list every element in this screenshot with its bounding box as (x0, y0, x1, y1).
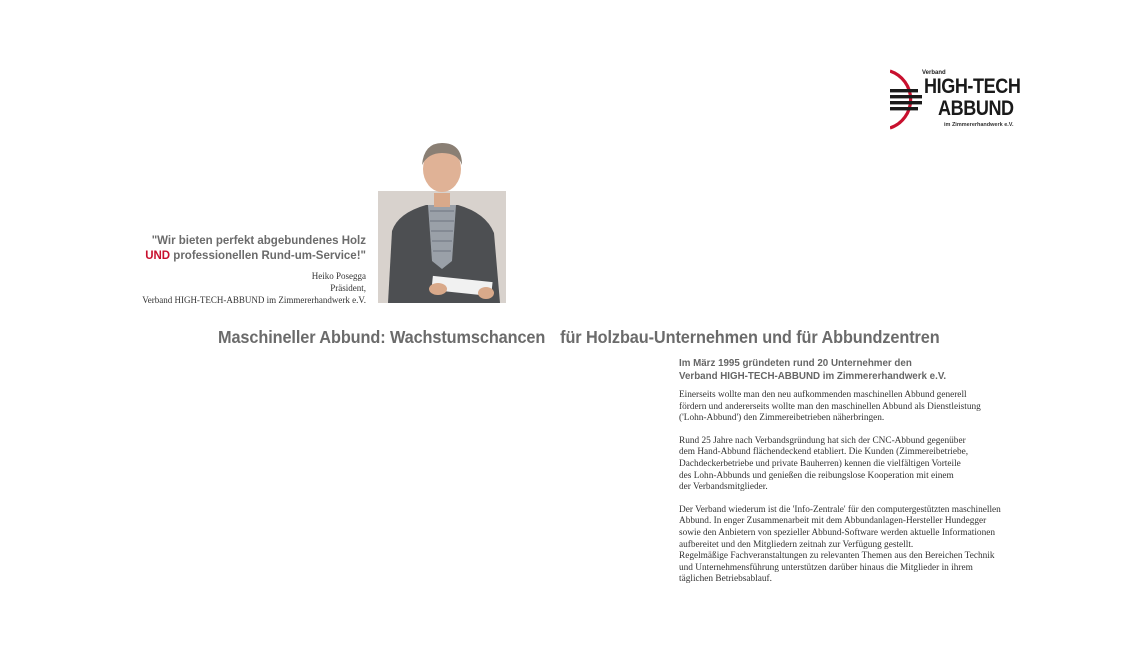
paragraph-2 (679, 436, 1039, 494)
quote-attribution (142, 270, 366, 306)
text-line: Rund 25 Jahre nach Verbandsgründung hat sich der CNC-Abbund gegenüber (679, 435, 966, 446)
text-line: und Unternehmensführung unterstützen darüber hinaus die Mitglieder in ihrem (679, 562, 973, 573)
page-headline (218, 327, 940, 348)
brand-logo[interactable] (890, 68, 1030, 132)
president-photo (378, 141, 506, 303)
text-line: aufbereitet und den Mitgliedern zeitnah zur Verfügung gestellt. (679, 539, 914, 550)
paragraph-3 (679, 505, 1039, 586)
text-line: ('Lohn-Abbund') den Zimmereibetrieben näherbringen. (679, 413, 885, 424)
quote-line-2-rest: professionellen Rund-um-Service!" (170, 250, 366, 262)
text-line: Einerseits wollte man den neu aufkommenden maschinellen Abbund generell (679, 390, 967, 400)
attribution-name: Heiko Posegga (311, 271, 366, 281)
lead-line: Verband HIGH-TECH-ABBUND im Zimmererhandwerk e.V. (679, 370, 947, 382)
lead-paragraph (679, 357, 1014, 383)
text-line: Abbund. In enger Zusammenarbeit mit dem Abbundanlagen-Hersteller Hundegger (679, 516, 987, 527)
logo-top-line: Verband (922, 70, 946, 76)
logo-line-2: ABBUND (938, 97, 1014, 120)
attribution-role: Präsident, (330, 283, 366, 293)
text-line: des Lohn-Abbunds und genießen die reibungslose Kooperation mit einem (679, 470, 954, 481)
quote-line-1: "Wir bieten perfekt abgebundenes Holz (151, 235, 366, 247)
headline-part-1: Maschineller Abbund: Wachstumschancen (218, 327, 546, 347)
text-line: Der Verband wiederum ist die 'Info-Zentrale' für den computergestützten maschinellen (679, 504, 1001, 515)
headline-part-2: für Holzbau-Unternehmen und für Abbundzentren (560, 327, 940, 347)
text-line: Regelmäßige Fachveranstaltungen zu relevanten Themen aus den Bereichen Technik (679, 551, 995, 562)
person-photo-icon (378, 141, 506, 303)
text-line: fördern und andererseits wollte man den maschinellen Abbund als Dienstleistung (679, 401, 981, 412)
text-line: der Verbandsmitglieder. (679, 482, 768, 493)
logo-subline: im Zimmererhandwerk e.V. (944, 122, 1014, 128)
text-line: dem Hand-Abbund flächendeckend etabliert. Die Kunden (Zimmereibetriebe, (679, 447, 969, 458)
body-text (679, 357, 1039, 586)
attribution-org: Verband HIGH-TECH-ABBUND im Zimmererhandwerk e.V. (142, 295, 366, 305)
logo-line-1: HIGH-TECH (924, 75, 1021, 98)
text-line: täglichen Betriebsablauf. (679, 574, 772, 585)
paragraph-1 (679, 390, 1039, 425)
quote-highlight: UND (145, 250, 171, 262)
text-line: sowie den Anbietern von spezieller Abbund-Software werden aktuelle Informationen (679, 527, 995, 538)
lead-line: Im März 1995 gründeten rund 20 Unternehmer den (679, 357, 912, 369)
quote-line-2 (106, 249, 366, 264)
text-line: Dachdeckerbetriebe und private Bauherren) kennen die vielfältigen Vorteile (679, 458, 961, 469)
president-quote (106, 234, 366, 264)
